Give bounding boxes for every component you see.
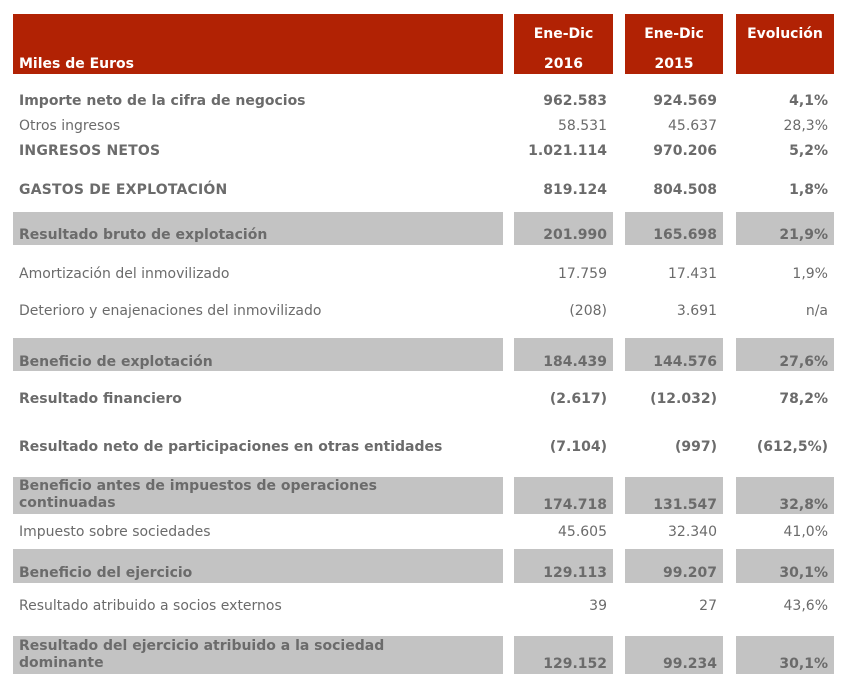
value-2015: 144.576 xyxy=(653,354,717,370)
value-2016: 45.605 xyxy=(558,524,607,540)
header-col-evolucion-line1: Evolución xyxy=(747,26,823,42)
value-2016: 962.583 xyxy=(543,93,607,109)
value-evolucion: 21,9% xyxy=(779,227,828,243)
value-evolucion: 43,6% xyxy=(783,598,828,614)
value-2016: (208) xyxy=(569,303,607,319)
row-label: Impuesto sobre sociedades xyxy=(19,524,211,540)
value-2016: 39 xyxy=(589,598,607,614)
value-2015: 45.637 xyxy=(668,118,717,134)
row-label: Importe neto de la cifra de negocios xyxy=(19,93,306,109)
row-label: Resultado bruto de explotación xyxy=(19,227,268,243)
value-evolucion: 4,1% xyxy=(789,93,828,109)
row-label: Otros ingresos xyxy=(19,118,121,134)
row-label: Beneficio del ejercicio xyxy=(19,565,193,581)
value-2016: 129.113 xyxy=(543,565,607,581)
header-label: Miles de Euros xyxy=(19,56,135,72)
value-evolucion: 32,8% xyxy=(779,497,828,513)
header-col-2015 xyxy=(625,14,723,74)
value-2016: 201.990 xyxy=(543,227,607,243)
row-label: Resultado neto de participaciones en otras entidades xyxy=(19,439,443,455)
value-2015: (12.032) xyxy=(650,391,717,407)
value-2015: 99.234 xyxy=(662,656,717,672)
header-col-2016 xyxy=(514,14,613,74)
row-label-line2: dominante xyxy=(19,655,104,671)
row-label: INGRESOS NETOS xyxy=(19,143,161,159)
value-evolucion: 27,6% xyxy=(779,354,828,370)
value-2016: 184.439 xyxy=(543,354,607,370)
value-evolucion: 1,8% xyxy=(789,182,828,198)
header-col-2015-line1: Ene-Dic xyxy=(644,26,704,42)
row-label-line1: Resultado del ejercicio atribuido a la sociedad xyxy=(19,638,385,654)
value-2015: 32.340 xyxy=(668,524,717,540)
value-2016: 17.759 xyxy=(558,266,607,282)
value-evolucion: 30,1% xyxy=(779,565,828,581)
row-label: Deterioro y enajenaciones del inmovilizado xyxy=(19,303,322,319)
header-col-evolucion xyxy=(736,14,834,74)
value-2016: 819.124 xyxy=(543,182,607,198)
value-2015: 804.508 xyxy=(653,182,717,198)
value-2015: (997) xyxy=(674,439,717,455)
value-evolucion: 30,1% xyxy=(779,656,828,672)
value-2015: 131.547 xyxy=(653,497,717,513)
value-2016: 1.021.114 xyxy=(528,143,607,159)
value-evolucion: 5,2% xyxy=(789,143,828,159)
row-label-line2: continuadas xyxy=(19,495,116,511)
value-2016: 129.152 xyxy=(543,656,607,672)
header-label-cell xyxy=(13,14,503,74)
value-evolucion: 78,2% xyxy=(779,391,828,407)
value-evolucion: 1,9% xyxy=(792,266,828,282)
value-2015: 99.207 xyxy=(662,565,717,581)
row-label: Beneficio de explotación xyxy=(19,354,213,370)
value-2015: 165.698 xyxy=(653,227,717,243)
header-col-2016-line1: Ene-Dic xyxy=(533,26,594,42)
row-label-line1: Beneficio antes de impuestos de operaciones xyxy=(19,478,377,494)
value-2015: 17.431 xyxy=(668,266,717,282)
value-2016: (7.104) xyxy=(549,439,607,455)
value-evolucion: (612,5%) xyxy=(756,439,828,455)
header-col-2016-line2: 2016 xyxy=(544,56,583,72)
value-2015: 27 xyxy=(699,598,717,614)
header-col-2015-line2: 2015 xyxy=(654,56,694,72)
value-2016: (2.617) xyxy=(549,391,607,407)
row-label: Resultado atribuido a socios externos xyxy=(19,598,282,614)
value-2016: 174.718 xyxy=(543,497,607,513)
row-label: GASTOS DE EXPLOTACIÓN xyxy=(19,182,228,198)
value-2016: 58.531 xyxy=(558,118,607,134)
value-evolucion: n/a xyxy=(805,303,828,319)
value-2015: 970.206 xyxy=(653,143,717,159)
value-evolucion: 28,3% xyxy=(783,118,828,134)
value-2015: 924.569 xyxy=(653,93,717,109)
row-label: Resultado financiero xyxy=(19,391,182,407)
value-evolucion: 41,0% xyxy=(783,524,828,540)
row-label-multiline xyxy=(0,638,503,674)
value-2015: 3.691 xyxy=(676,303,717,319)
row-label: Amortización del inmovilizado xyxy=(19,266,230,282)
row-label-multiline xyxy=(0,478,503,514)
